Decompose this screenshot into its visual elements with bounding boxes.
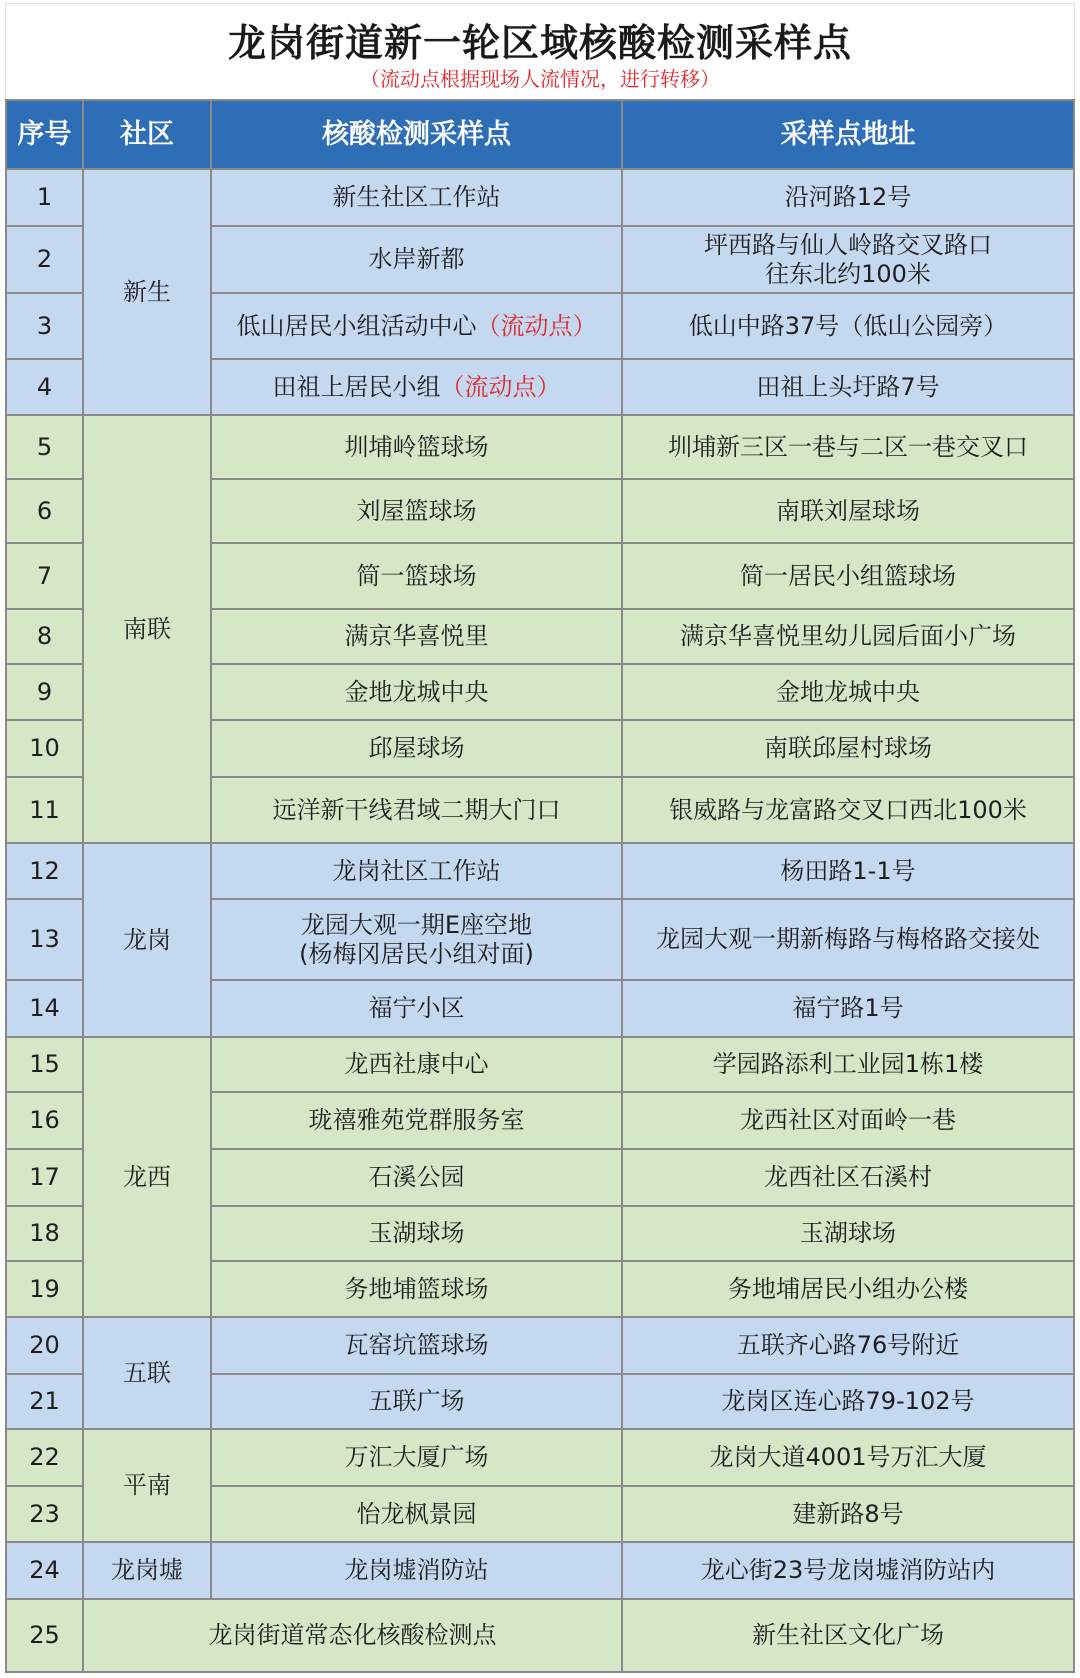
row-number: 22 xyxy=(7,1430,84,1487)
site-address xyxy=(623,227,1075,294)
site-line xyxy=(237,312,597,341)
site-address: 务地埔居民小组办公楼 xyxy=(623,1262,1075,1318)
title-banner xyxy=(5,3,1075,100)
row-number: 15 xyxy=(7,1038,84,1093)
site-name: 满京华喜悦里 xyxy=(212,610,623,665)
row-number: 23 xyxy=(7,1487,84,1543)
site-address: 龙岗区连心路79-102号 xyxy=(623,1375,1075,1430)
site-address: 南联邱屋村球场 xyxy=(623,721,1075,778)
row-number: 10 xyxy=(7,721,84,778)
site-address: 田祖上头圩路7号 xyxy=(623,360,1075,416)
site-name-line: 龙园大观一期E座空地 xyxy=(300,910,533,939)
header-address: 采样点地址 xyxy=(623,101,1075,170)
community-cell: 新生 xyxy=(84,170,212,416)
row-number: 3 xyxy=(7,294,84,360)
row-number: 16 xyxy=(7,1093,84,1150)
site-name: 田祖上居民小组 xyxy=(272,372,441,401)
site-address: 满京华喜悦里幼儿园后面小广场 xyxy=(623,610,1075,665)
row-number: 5 xyxy=(7,416,84,480)
site-address: 杨田路1-1号 xyxy=(623,844,1075,900)
sampling-sites-table xyxy=(5,99,1075,1673)
site-name: 瓦窑坑篮球场 xyxy=(212,1318,623,1375)
row-number: 4 xyxy=(7,360,84,416)
site-address: 龙岗大道4001号万汇大厦 xyxy=(623,1430,1075,1487)
community-cell: 龙岗墟 xyxy=(84,1543,212,1600)
site-name: 五联广场 xyxy=(212,1375,623,1430)
site-address: 福宁路1号 xyxy=(623,981,1075,1038)
site-address: 五联齐心路76号附近 xyxy=(623,1318,1075,1375)
site-name-line: (杨梅冈居民小组对面) xyxy=(299,939,534,968)
site-name: 务地埔篮球场 xyxy=(212,1262,623,1318)
community-cell: 南联 xyxy=(84,416,212,844)
site-address: 新生社区文化广场 xyxy=(623,1600,1075,1673)
site-cell xyxy=(212,360,623,416)
site-name: 石溪公园 xyxy=(212,1150,623,1207)
page-subtitle: （流动点根据现场人流情况，进行转移） xyxy=(360,67,720,91)
row-number: 18 xyxy=(7,1207,84,1262)
site-address: 银威路与龙富路交叉口西北100米 xyxy=(623,778,1075,844)
row-number: 9 xyxy=(7,665,84,721)
community-cell: 五联 xyxy=(84,1318,212,1430)
row-number: 17 xyxy=(7,1150,84,1207)
site-name: 龙岗社区工作站 xyxy=(212,844,623,900)
site-name: 水岸新都 xyxy=(212,227,623,294)
row-number: 12 xyxy=(7,844,84,900)
site-name: 新生社区工作站 xyxy=(212,170,623,227)
site-name: 珑禧雅苑党群服务室 xyxy=(212,1093,623,1150)
site-cell xyxy=(212,900,623,981)
site-name: 万汇大厦广场 xyxy=(212,1430,623,1487)
site-address: 龙西社区对面岭一巷 xyxy=(623,1093,1075,1150)
site-address: 龙心街23号龙岗墟消防站内 xyxy=(623,1543,1075,1600)
header-number: 序号 xyxy=(7,101,84,170)
site-name: 玉湖球场 xyxy=(212,1207,623,1262)
site-address-line: 往东北约100米 xyxy=(765,259,931,288)
site-address: 学园路添利工业园1栋1楼 xyxy=(623,1038,1075,1093)
site-address: 简一居民小组篮球场 xyxy=(623,544,1075,610)
header-site: 核酸检测采样点 xyxy=(212,101,623,170)
site-name: 圳埔岭篮球场 xyxy=(212,416,623,480)
row-number: 7 xyxy=(7,544,84,610)
merged-site-name: 龙岗街道常态化核酸检测点 xyxy=(84,1600,623,1673)
site-name: 龙岗墟消防站 xyxy=(212,1543,623,1600)
site-address: 建新路8号 xyxy=(623,1487,1075,1543)
site-name: 邱屋球场 xyxy=(212,721,623,778)
mobile-point-note: （流动点） xyxy=(440,372,561,401)
site-name: 简一篮球场 xyxy=(212,544,623,610)
row-number: 14 xyxy=(7,981,84,1038)
site-address-line: 坪西路与仙人岭路交叉路口 xyxy=(704,230,992,259)
header-community: 社区 xyxy=(84,101,212,170)
site-address: 沿河路12号 xyxy=(623,170,1075,227)
community-cell: 龙岗 xyxy=(84,844,212,1038)
row-number: 8 xyxy=(7,610,84,665)
site-name: 金地龙城中央 xyxy=(212,665,623,721)
mobile-point-note: （流动点） xyxy=(476,311,597,340)
row-number: 6 xyxy=(7,480,84,544)
site-name: 福宁小区 xyxy=(212,981,623,1038)
site-address: 龙园大观一期新梅路与梅格路交接处 xyxy=(623,900,1075,981)
row-number: 25 xyxy=(7,1600,84,1673)
site-address: 龙西社区石溪村 xyxy=(623,1150,1075,1207)
community-cell: 龙西 xyxy=(84,1038,212,1318)
row-number: 21 xyxy=(7,1375,84,1430)
row-number: 13 xyxy=(7,900,84,981)
site-line xyxy=(273,373,561,402)
site-name: 怡龙枫景园 xyxy=(212,1487,623,1543)
site-address: 玉湖球场 xyxy=(623,1207,1075,1262)
site-address: 圳埔新三区一巷与二区一巷交叉口 xyxy=(623,416,1075,480)
page-title: 龙岗街道新一轮区域核酸检测采样点 xyxy=(227,21,852,65)
site-cell xyxy=(212,294,623,360)
row-number: 1 xyxy=(7,170,84,227)
row-number: 20 xyxy=(7,1318,84,1375)
site-name: 低山居民小组活动中心 xyxy=(236,311,477,340)
site-address: 南联刘屋球场 xyxy=(623,480,1075,544)
site-name: 刘屋篮球场 xyxy=(212,480,623,544)
row-number: 19 xyxy=(7,1262,84,1318)
row-number: 11 xyxy=(7,778,84,844)
row-number: 2 xyxy=(7,227,84,294)
site-name: 龙西社康中心 xyxy=(212,1038,623,1093)
site-address: 低山中路37号（低山公园旁） xyxy=(623,294,1075,360)
row-number: 24 xyxy=(7,1543,84,1600)
community-cell: 平南 xyxy=(84,1430,212,1543)
site-name: 远洋新干线君域二期大门口 xyxy=(212,778,623,844)
site-address: 金地龙城中央 xyxy=(623,665,1075,721)
